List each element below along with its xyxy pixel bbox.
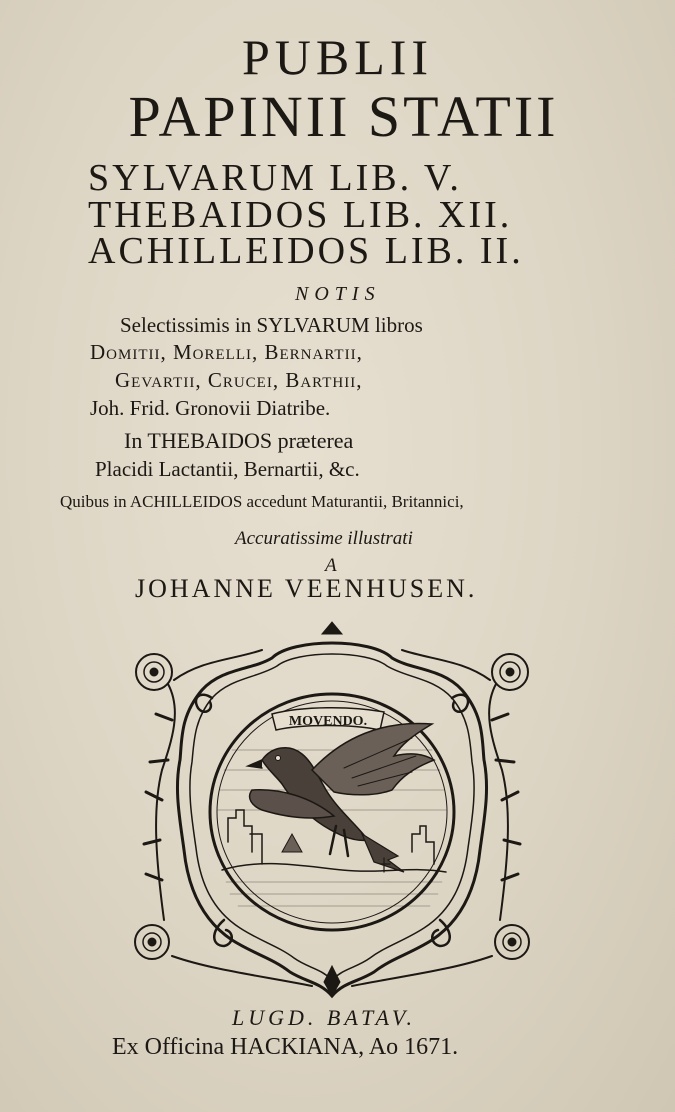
author-line-publii: PUBLII (241, 29, 434, 85)
editor-name: JOHANNE VEENHUSEN. (135, 574, 478, 603)
quibus-in-achilleidos-line: Quibus in ACHILLEIDOS accedunt Maturantii, Britannici, (60, 492, 464, 511)
commentators-line-2: Gevartii, Crucei, Barthii, (115, 368, 363, 392)
thebaidos-praeterea-line: In THEBAIDOS præterea (124, 428, 354, 453)
work-sylvarum: SYLVARUM LIB. V. (88, 157, 462, 199)
placidi-lactantii-line: Placidi Lactantii, Bernartii, &c. (95, 457, 360, 481)
a-line: A (325, 555, 337, 576)
imprint-place: LUGD. BATAV. (232, 1005, 417, 1030)
work-thebaidos: THEBAIDOS LIB. XII. (88, 194, 513, 236)
notis-heading: NOTIS (295, 283, 381, 305)
work-achilleidos: ACHILLEIDOS LIB. II. (88, 230, 524, 272)
accuratissime-line: Accuratissime illustrati (235, 528, 413, 549)
commentators-line-1: Domitii, Morelli, Bernartii, (90, 340, 363, 364)
device-motto: MOVENDO. (288, 714, 368, 729)
printers-device-eagle (112, 620, 552, 1000)
commentators-line-3: Joh. Frid. Gronovii Diatribe. (90, 396, 331, 420)
author-line-papinii-statii: PAPINII STATII (128, 84, 559, 149)
imprint-printer-year: Ex Officina HACKIANA, Ao 1671. (112, 1034, 459, 1060)
selectissimis-line: Selectissimis in SYLVARUM libros (120, 313, 423, 337)
